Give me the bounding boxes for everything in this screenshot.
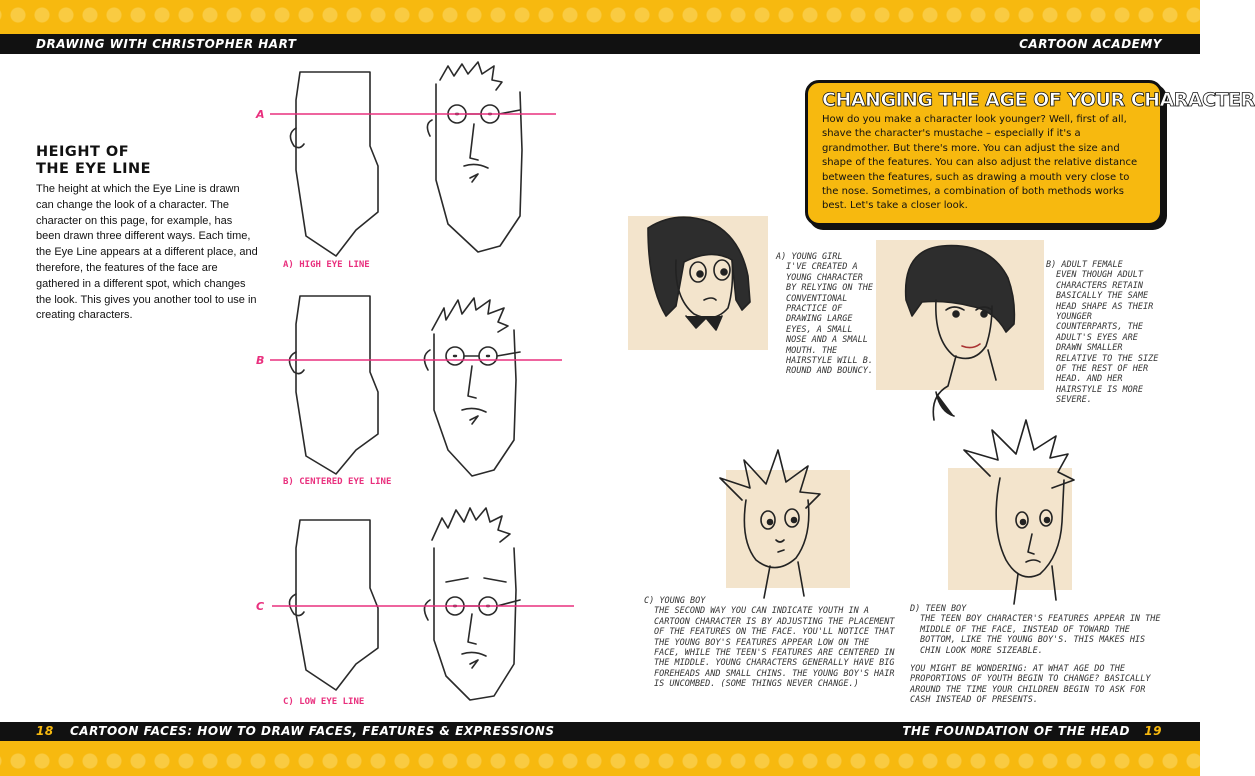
footer-right-title: THE FOUNDATION OF THE HEAD — [902, 724, 1130, 738]
eye-line-letter-c: C — [256, 600, 265, 613]
caption-young-girl-title: A) YOUNG GIRL — [776, 252, 843, 262]
callout-body: How do you make a character look younger? Well, first of all, shave the character's mustache – especially if it's a grandmother. But there's more. You can adjust the size and shape of the features. You can also adjust the relative distance between the features, such as drawing a mouth very close to the nose. Sometimes, a combination of both methods works best. Let's take a closer look. — [822, 114, 1138, 212]
caption-young-boy-title: C) YOUNG BOY — [644, 596, 706, 606]
caption-teen-boy-title: D) TEEN BOY — [910, 604, 967, 614]
eye-line-letter-a: A — [256, 108, 265, 121]
section-body: The height at which the Eye Line is drawn can change the look of a character. The character on this page, for example, has been drawn three different ways. Each time, the Eye Line appears at a different place, and therefore, the features of the face are gathered in a different spot, which changes the look. This gives you another tool to use in creating characters. — [36, 183, 258, 322]
teen-boy-drawing — [964, 420, 1074, 604]
footer-left-title: CARTOON FACES: HOW TO DRAW FACES, FEATURES & EXPRESSIONS — [70, 724, 555, 738]
label-centered-eye-line: B) CENTERED EYE LINE — [283, 477, 392, 487]
caption-teen-boy-extra: YOU MIGHT BE WONDERING: AT WHAT AGE DO THE PROPORTIONS OF YOUTH BEGIN TO CHANGE? BASICALLY AROUND THE TIME YOUR CHILDREN BEGIN TO ASK FOR CASH INSTEAD OF PRESENTS. — [910, 664, 1151, 706]
label-high-eye-line: A) HIGH EYE LINE — [283, 260, 370, 270]
young-boy-drawing — [720, 450, 820, 598]
caption-young-boy — [644, 596, 896, 690]
caption-young-boy-body: THE SECOND WAY YOU CAN INDICATE YOUTH IN A CARTOON CHARACTER IS BY ADJUSTING THE PLACEMENT OF THE FEATURES ON THE FACE. YOU'LL NOTICE THAT THE YOUNG BOY'S FEATURES APPEAR LOW ON THE FACE, WHILE THE TEEN'S FEATURES ARE CENTERED IN THE MIDDLE. YOUNG CHARACTERS GENERALLY HAVE BIG FOREHEADS AND SMALL CHINS. THE YOUNG BOY'S HAIR IS UNCOMBED. (SOME THINGS NEVER CHANGE.) — [654, 606, 895, 690]
footer-right-page-number: 19 — [1144, 724, 1162, 738]
young-girl-drawing — [648, 217, 750, 330]
caption-adult-female-body: EVEN THOUGH ADULT CHARACTERS RETAIN BASICALLY THE SAME HEAD SHAPE AS THEIR YOUNGER COUNTERPARTS, THE ADULT'S EYES ARE DRAWN SMALLER RELATIVE TO THE SIZE OF THE REST OF HER HEAD. AND HER HAIRSTYLE IS MORE SEVERE. — [1056, 270, 1159, 406]
caption-young-girl-body: I'VE CREATED A YOUNG CHARACTER BY RELYING ON THE CONVENTIONAL PRACTICE OF DRAWING LARGE EYES, A SMALL NOSE AND A SMALL MOUTH. THE HAIRSTYLE WILL B. ROUND AND BOUNCY. — [786, 262, 873, 377]
eye-line-letter-b: B — [256, 354, 265, 367]
adult-female-drawing — [906, 246, 1015, 420]
label-low-eye-line: C) LOW EYE LINE — [283, 697, 365, 707]
footer-left-page-number: 18 — [36, 724, 54, 738]
caption-adult-female — [1046, 260, 1162, 406]
caption-young-girl — [776, 252, 876, 377]
running-footer — [0, 722, 1200, 741]
caption-adult-female-title: B) ADULT FEMALE — [1046, 260, 1123, 270]
bottom-pattern-band — [0, 741, 1200, 776]
section-heading: HEIGHT OF THE EYE LINE — [36, 144, 152, 177]
caption-teen-boy — [910, 604, 1168, 706]
header-left-text: DRAWING WITH CHRISTOPHER HART — [36, 37, 297, 51]
callout-title: CHANGING THE AGE OF YOUR CHARACTER — [822, 89, 1255, 111]
header-right-text: CARTOON ACADEMY — [1019, 37, 1162, 51]
caption-teen-boy-body: THE TEEN BOY CHARACTER'S FEATURES APPEAR IN THE MIDDLE OF THE FACE, INSTEAD OF TOWARD THE BOTTOM, LIKE THE YOUNG BOY'S. THIS MAKES HIS CHIN LOOK MORE SIZEABLE. — [920, 614, 1161, 656]
